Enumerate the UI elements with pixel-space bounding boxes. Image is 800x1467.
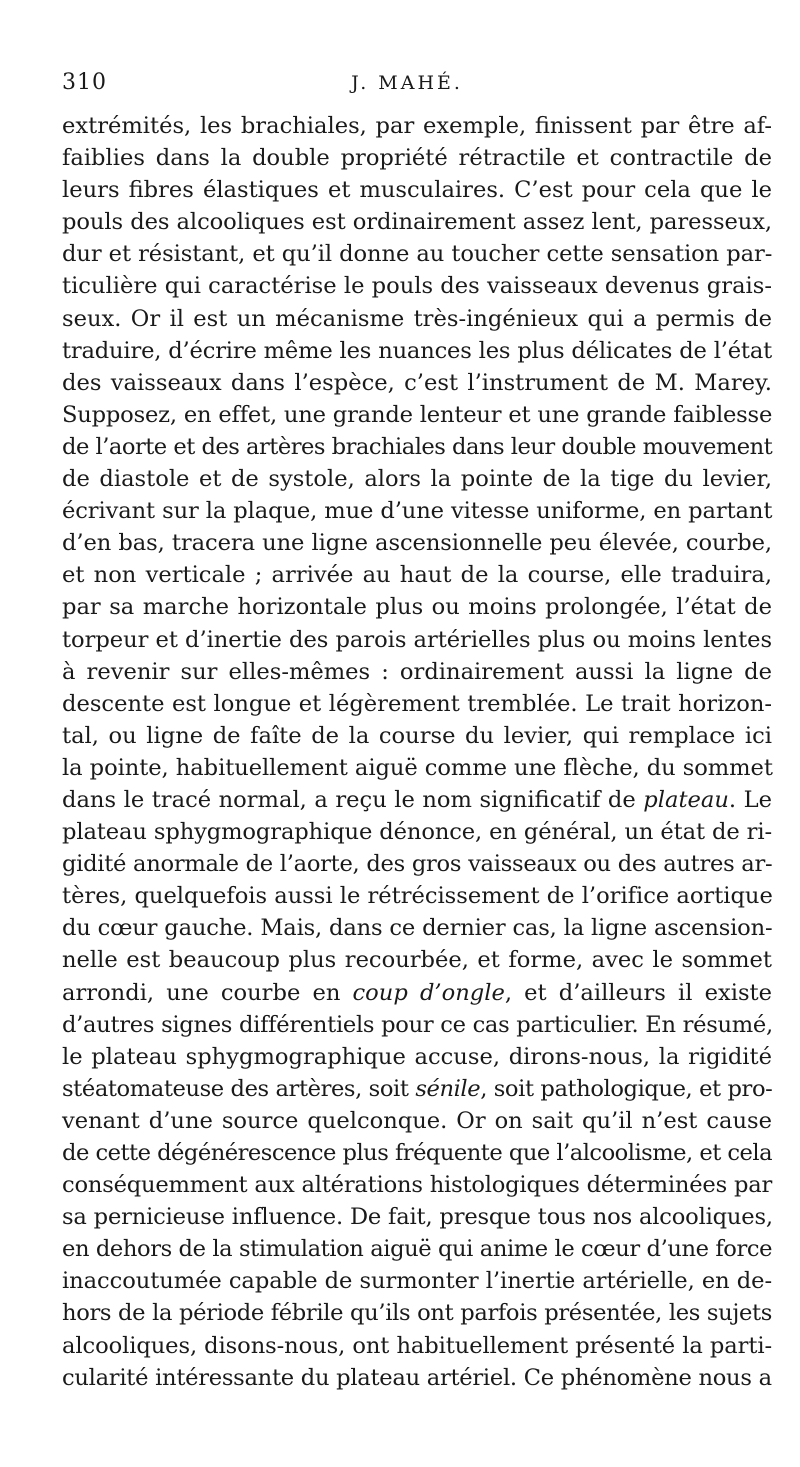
text-line [62, 656, 772, 688]
text-line [62, 784, 772, 816]
text-run: venant d’une source quelconque. Or on sait qu’il n’est cause [62, 1107, 772, 1134]
text-run: ticulière qui caractérise le pouls des vaisseaux devenus grais- [62, 273, 772, 300]
text-run: alcooliques, disons-nous, ont habituellement présenté la parti- [62, 1332, 772, 1359]
text-line [62, 1073, 772, 1105]
text-line [62, 1265, 772, 1297]
text-line [62, 1297, 772, 1329]
text-run: sa pernicieuse influence. De fait, presque tous nos alcooliques, [62, 1204, 773, 1231]
text-run: nelle est beaucoup plus recourbée, et forme, avec le sommet [62, 947, 772, 974]
text-line [62, 367, 772, 399]
text-run: , soit pathologique, et pro- [480, 1075, 773, 1102]
text-line [62, 174, 772, 206]
text-run: la pointe, habituellement aiguë comme une flèche, du sommet [62, 754, 773, 781]
text-line [62, 559, 772, 591]
text-line [62, 1201, 772, 1233]
text-line [62, 1105, 772, 1137]
text-run: tères, quelquefois aussi le rétrécissement de l’orifice aortique [62, 883, 773, 910]
text-line [62, 848, 772, 880]
text-line [62, 688, 772, 720]
italic-term: coup d’ongle [352, 979, 505, 1006]
text-line [62, 399, 772, 431]
text-run: traduire, d’écrire même les nuances les plus délicates de l’état [62, 337, 772, 364]
text-run: des vaisseaux dans l’espèce, c’est l’instrument de M. Marey. [62, 369, 772, 396]
text-line [62, 238, 772, 270]
text-run: écrivant sur la plaque, mue d’une vitesse uniforme, en partant [62, 498, 773, 525]
text-run: conséquemment aux altérations histologiques déterminées par [62, 1172, 773, 1199]
text-line [62, 303, 772, 335]
text-line [62, 270, 772, 302]
text-line [62, 1137, 772, 1169]
text-run: et non verticale ; arrivée au haut de la course, elle traduira, [62, 562, 772, 589]
text-line [62, 591, 772, 623]
italic-term: sénile [415, 1075, 481, 1102]
text-run: seux. Or il est un mécanisme très-ingénieux qui a permis de [62, 305, 772, 332]
text-line [62, 335, 772, 367]
text-line [62, 1330, 772, 1362]
text-line [62, 624, 772, 656]
text-run: d’autres signes différentiels pour ce cas particulier. En résumé, [62, 1011, 773, 1038]
text-run: dur et résistant, et qu’il donne au toucher cette sensation par- [62, 241, 773, 268]
text-line [62, 752, 772, 784]
text-line [62, 1169, 772, 1201]
text-run: cularité intéressante du plateau artériel. Ce phénomène nous a [62, 1364, 772, 1391]
text-run: de diastole et de systole, alors la pointe de la tige du levier, [62, 466, 772, 493]
text-line [62, 142, 772, 174]
text-line [62, 463, 772, 495]
page-header [62, 70, 752, 100]
text-line [62, 720, 772, 752]
text-run: tal, ou ligne de faîte de la course du levier, qui remplace ici [62, 722, 772, 749]
page-number: 310 [62, 70, 107, 95]
text-run: arrondi, une courbe en [62, 979, 353, 1006]
text-run: stéatomateuse des artères, soit [62, 1075, 416, 1102]
text-run: inaccoutumée capable de surmonter l’inertie artérielle, en de- [62, 1268, 773, 1295]
text-run: en dehors de la stimulation aiguë qui anime le cœur d’une force [62, 1236, 773, 1263]
text-line [62, 1041, 772, 1073]
text-run: de cette dégénérescence plus fréquente que l’alcoolisme, et cela [62, 1140, 773, 1166]
text-run: leurs fibres élastiques et musculaires. C’est pour cela que le [62, 177, 772, 204]
text-run: du cœur gauche. Mais, dans ce dernier cas, la ligne ascension- [62, 915, 773, 942]
running-head: J. MAHÉ. [351, 72, 463, 94]
text-line [62, 977, 772, 1009]
text-run: gidité anormale de l’aorte, des gros vaisseaux ou des autres ar- [62, 851, 773, 878]
text-line [62, 944, 772, 976]
text-run: de l’aorte et des artères brachiales dans leur double mouvement [62, 433, 773, 460]
text-run: par sa marche horizontale plus ou moins prolongée, l’état de [62, 594, 772, 621]
body-text [62, 110, 772, 1394]
text-run: plateau sphygmographique dénonce, en général, un état de ri- [62, 819, 772, 846]
text-line [62, 495, 772, 527]
text-run: pouls des alcooliques est ordinairement assez lent, paresseux, [62, 209, 772, 236]
text-run: torpeur et d’inertie des parois artérielles plus ou moins lentes [62, 626, 772, 653]
text-line [62, 1362, 772, 1394]
text-line [62, 431, 772, 463]
text-run: hors de la période fébrile qu’ils ont parfois présentée, les sujets [62, 1300, 772, 1327]
text-run: dans le tracé normal, a reçu le nom significatif de [62, 786, 644, 813]
text-line [62, 527, 772, 559]
text-line [62, 206, 772, 238]
text-run: d’en bas, tracera une ligne ascensionnelle peu élevée, courbe, [62, 530, 772, 557]
text-line [62, 880, 772, 912]
text-line [62, 1233, 772, 1265]
text-line [62, 912, 772, 944]
text-line [62, 1009, 772, 1041]
text-run: Supposez, en effet, une grande lenteur et une grande faiblesse [62, 401, 773, 428]
text-line [62, 110, 772, 142]
text-run: , et d’ailleurs il existe [504, 979, 772, 1006]
text-run: le plateau sphygmographique accuse, dirons-nous, la rigidité [62, 1043, 772, 1070]
text-run: descente est longue et légèrement tremblée. Le trait horizon- [62, 690, 772, 717]
text-run: extrémités, les brachiales, par exemple, finissent par être af- [62, 113, 772, 139]
text-run: . Le [728, 786, 772, 813]
text-run: à revenir sur elles-mêmes : ordinairement aussi la ligne de [62, 658, 772, 685]
text-line [62, 816, 772, 848]
italic-term: plateau [643, 786, 729, 813]
text-run: faiblies dans la double propriété rétractile et contractile de [62, 145, 772, 172]
